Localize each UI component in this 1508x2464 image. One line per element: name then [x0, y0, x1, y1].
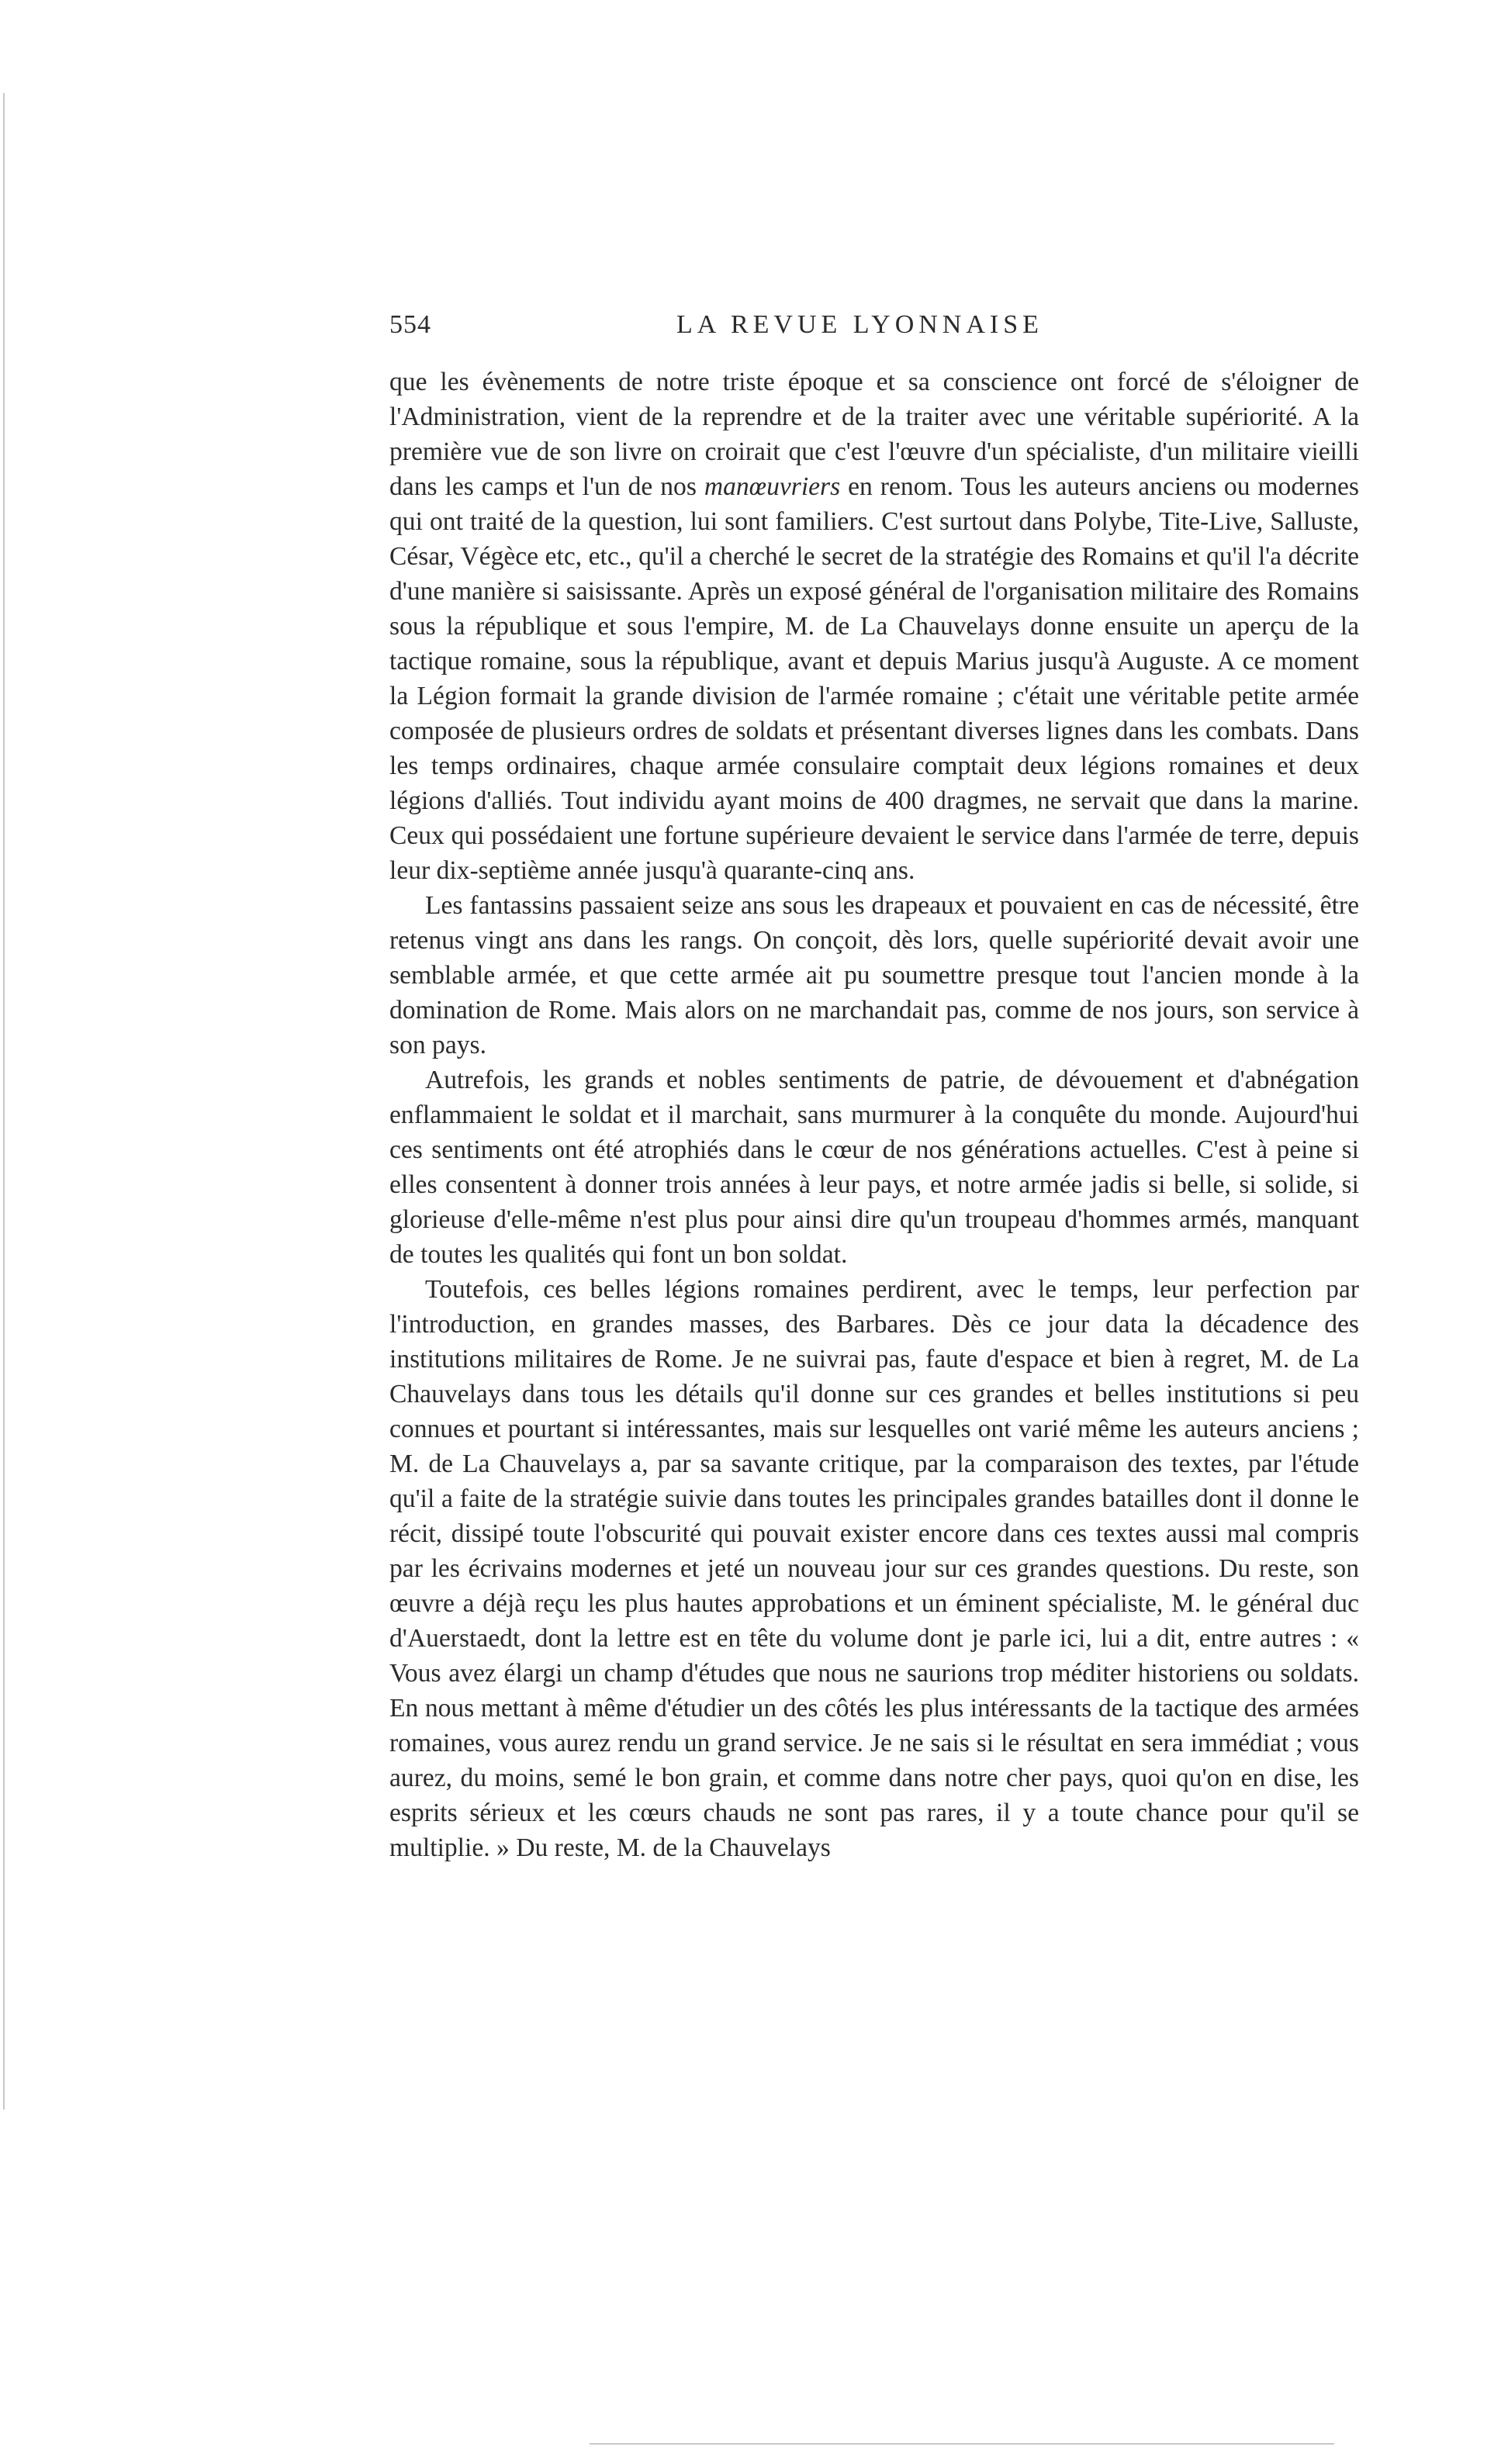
bottom-scan-line — [590, 2443, 1334, 2445]
journal-title: LA REVUE LYONNAISE — [676, 310, 1043, 339]
left-margin-mark — [3, 93, 5, 2110]
running-head — [389, 310, 1359, 349]
paragraph-1-italic-term: manœuvriers — [704, 472, 841, 501]
paragraph-1-text-a: que les évènements de notre triste époque et sa conscience ont forcé de s'éloigner de l'Administration, vient de la reprendre et de la traiter avec une véritable supériorité. A la première vue de son livre on croirait que c'est l'œuvre d'un spécialiste, d'un militaire vieilli dans les camps et l'un de nos — [389, 368, 1359, 501]
paragraph-3: Autrefois, les grands et nobles sentiments de patrie, de dévouement et d'abnégation enflammaient le soldat et il marchait, sans murmurer à la conquête du monde. Aujourd'hui ces sentiments ont été atrophiés dans le cœur de nos générations actuelles. C'est à peine si elles consentent à donner trois années à leur pays, et notre armée jadis si belle, si solide, si glorieuse d'elle-même n'est plus pour ainsi dire qu'un troupeau d'hommes armés, manquant de toutes les qualités qui font un bon soldat. — [389, 1066, 1359, 1269]
article-body — [389, 365, 1359, 1865]
paragraph-4: Toutefois, ces belles légions romaines perdirent, avec le temps, leur perfection par l'introduction, en grandes masses, des Barbares. Dès ce jour data la décadence des institutions militaires de Rome. Je ne suivrai pas, faute d'espace et bien à regret, M. de La Chauvelays dans tous les détails qu'il donne sur ces grandes et belles institutions si peu connues et pourtant si intéressantes, mais sur lesquelles ont varié même les auteurs anciens ; M. de La Chauvelays a, par sa savante critique, par la comparaison des textes, par l'étude qu'il a faite de la stratégie suivie dans toutes les principales grandes batailles dont il donne le récit, dissipé toute l'obscurité qui pouvait exister encore dans ces textes aussi mal compris par les écrivains modernes et jeté un nouveau jour sur ces grandes questions. Du reste, son œuvre a déjà reçu les plus hautes approbations et un éminent spécialiste, M. le général duc d'Auerstaedt, dont la lettre est en tête du volume dont je parle ici, lui a dit, entre autres : « Vous avez élargi un champ d'études que nous ne saurions trop méditer historiens ou soldats. En nous mettant à même d'étudier un des côtés les plus intéressants de la tactique des armées romaines, vous aurez rendu un grand service. Je ne sais si le résultat en sera immédiat ; vous aurez, du moins, semé le bon grain, et comme dans notre cher pays, quoi qu'on en dise, les esprits sérieux et les cœurs chauds ne sont pas rares, il y a toute chance pour qu'il se multiplie. » Du reste, M. de la Chauvelays — [389, 1275, 1359, 1862]
paragraph-1 — [389, 365, 1359, 888]
page-number: 554 — [389, 310, 431, 339]
paragraph-1-text-b: en renom. Tous les auteurs anciens ou modernes qui ont traité de la question, lui sont familiers. C'est surtout dans Polybe, Tite-Live, Salluste, César, Végèce etc, etc., qu'il a cherché le secret de la stratégie des Romains et qu'il l'a décrite d'une manière si saisissante. Après un exposé général de l'organisation militaire des Romains sous la république et sous l'empire, M. de La Chauvelays donne ensuite un aperçu de la tactique romaine, sous la république, avant et depuis Marius jusqu'à Auguste. A ce moment la Légion formait la grande division de l'armée romaine ; c'était une véritable petite armée composée de plusieurs ordres de soldats et présentant diverses lignes dans les combats. Dans les temps ordinaires, chaque armée consulaire comptait deux légions romaines et deux légions d'alliés. Tout individu ayant moins de 400 dragmes, ne servait que dans la marine. Ceux qui possédaient une fortune supérieure devaient le service dans l'armée de terre, depuis leur dix-septième année jusqu'à quarante-cinq ans. — [389, 472, 1359, 885]
paragraph-2: Les fantassins passaient seize ans sous les drapeaux et pouvaient en cas de nécessité, être retenus vingt ans dans les rangs. On conçoit, dès lors, quelle supériorité devait avoir une semblable armée, et que cette armée ait pu soumettre presque tout l'ancien monde à la domination de Rome. Mais alors on ne marchandait pas, comme de nos jours, son service à son pays. — [389, 891, 1359, 1059]
